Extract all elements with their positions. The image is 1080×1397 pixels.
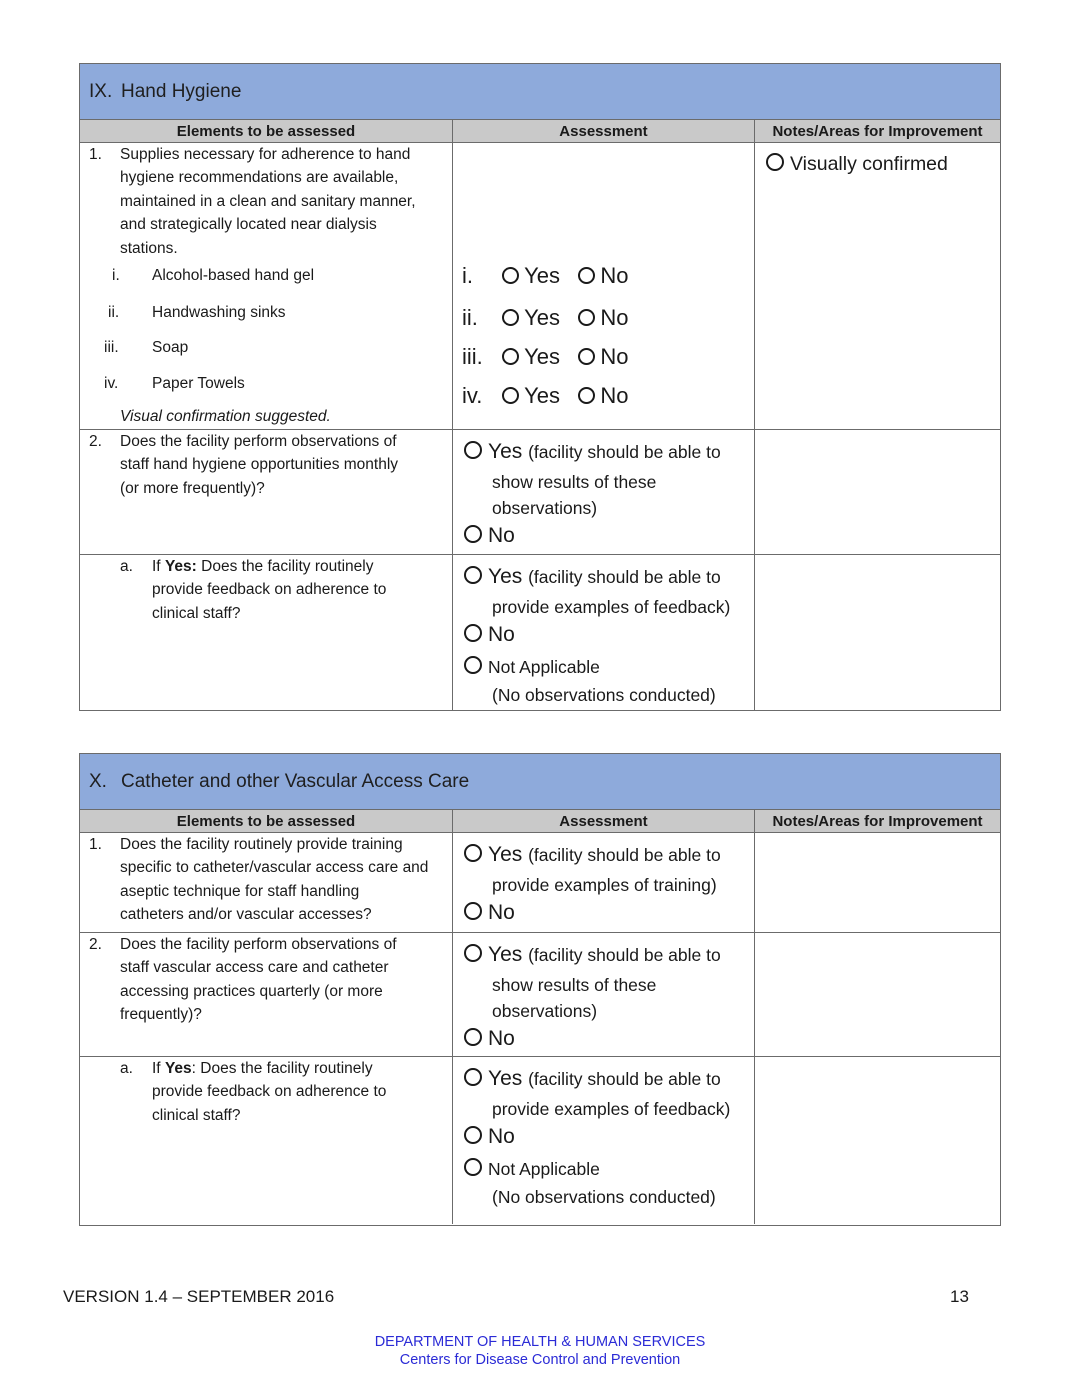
not-applicable-option: Not Applicable	[464, 1158, 600, 1180]
no-radio[interactable]	[578, 387, 595, 404]
yes-radio[interactable]	[464, 944, 482, 962]
not-applicable-radio[interactable]	[464, 656, 482, 674]
yes-radio[interactable]	[464, 844, 482, 862]
yes-radio[interactable]	[502, 387, 519, 404]
table-row: a. If Yes: Does the facility routinely provide feedback on adherence to clinical staff? Yes (facility should be able to provide examples of feedback) No Not Applicable (No observations conducted)	[80, 1057, 1000, 1224]
section-title: Hand Hygiene	[121, 80, 242, 102]
no-option: No	[464, 1125, 515, 1149]
not-applicable-option: Not Applicable	[464, 656, 600, 678]
yes-radio[interactable]	[464, 566, 482, 584]
section-10-table	[79, 753, 1001, 1226]
question-text: If Yes: Does the facility routinely provide feedback on adherence to clinical staff?	[152, 1060, 387, 1124]
item-label: Handwashing sinks	[152, 304, 286, 321]
section-number: X.	[89, 770, 107, 792]
col-assessment-header: Assessment	[453, 810, 755, 832]
section-9-table	[79, 63, 1001, 711]
item-roman: ii.	[108, 304, 120, 321]
visually-confirmed-radio[interactable]	[766, 153, 784, 171]
question-number: 1.	[89, 836, 102, 853]
item-label: Paper Towels	[152, 375, 245, 392]
visually-confirmed-option: Visually confirmed	[766, 153, 948, 176]
no-radio[interactable]	[464, 525, 482, 543]
table-row: a. If Yes: Does the facility routinely provide feedback on adherence to clinical staff? Yes (facility should be able to provide examples of feedback) No Not Applicable (No observations conducted)	[80, 555, 1000, 710]
yes-radio[interactable]	[464, 1068, 482, 1086]
section-number: IX.	[89, 80, 113, 102]
no-radio[interactable]	[578, 309, 595, 326]
yes-radio[interactable]	[464, 441, 482, 459]
question-number: 1.	[89, 146, 102, 163]
yes-option: Yes (facility should be able to	[464, 1067, 721, 1091]
item-label: Alcohol-based hand gel	[152, 267, 315, 284]
page-number: 13	[950, 1287, 969, 1306]
table-row: 2. Does the facility perform observations of staff hand hygiene opportunities monthly (or more frequently)? Yes (facility should be able to show results of these observations) No	[80, 430, 1000, 555]
notes-cell[interactable]	[755, 933, 1000, 1056]
yes-option: Yes (facility should be able to	[464, 440, 721, 464]
not-applicable-radio[interactable]	[464, 1158, 482, 1176]
question-text: Supplies necessary for adherence to hand hygiene recommendations are available, maintained in a clean and sanitary manner, and strategically located near dialysis stations.	[120, 146, 416, 257]
cdc-name: Centers for Disease Control and Prevention	[399, 1352, 681, 1368]
col-elements-header: Elements to be assessed	[80, 810, 453, 832]
question-text: If Yes: Does the facility routinely provide feedback on adherence to clinical staff?	[152, 558, 387, 622]
question-number: a.	[120, 1060, 133, 1077]
question-text: Does the facility perform observations of staff vascular access care and catheter accessing practices quarterly (or more frequently)?	[120, 936, 397, 1024]
visual-confirmation-note: Visual confirmation suggested.	[120, 408, 331, 425]
no-radio[interactable]	[464, 624, 482, 642]
notes-cell[interactable]	[755, 833, 1000, 932]
no-option: No	[464, 901, 515, 925]
question-number: 2.	[89, 936, 102, 953]
no-option: No	[464, 524, 515, 548]
col-notes-header: Notes/Areas for Improvement	[772, 812, 983, 830]
no-radio[interactable]	[578, 348, 595, 365]
no-option: No	[464, 1027, 515, 1051]
no-radio[interactable]	[464, 1126, 482, 1144]
no-radio[interactable]	[464, 1028, 482, 1046]
yes-option: Yes (facility should be able to	[464, 843, 721, 867]
no-radio[interactable]	[464, 902, 482, 920]
no-radio[interactable]	[578, 267, 595, 284]
yes-option: Yes (facility should be able to	[464, 943, 721, 967]
col-assessment-header: Assessment	[453, 120, 755, 142]
col-notes-header: Notes/Areas for Improvement	[772, 122, 983, 140]
question-text: Does the facility perform observations of staff hand hygiene opportunities monthly (or more frequently)?	[120, 433, 399, 497]
question-number: a.	[120, 558, 133, 575]
item-roman: iii.	[104, 339, 119, 356]
question-number: 2.	[89, 433, 102, 450]
department-name: DEPARTMENT OF HEALTH & HUMAN SERVICES	[374, 1334, 706, 1350]
notes-cell[interactable]	[755, 1057, 1000, 1224]
item-roman: i.	[112, 267, 120, 284]
section-10-heading	[80, 754, 1000, 810]
section-9-heading	[80, 64, 1000, 120]
yes-radio[interactable]	[502, 267, 519, 284]
yes-no-row-iv: iv. Yes No	[462, 383, 629, 408]
section-title: Catheter and other Vascular Access Care	[121, 770, 470, 792]
column-headers	[80, 120, 1000, 143]
yes-no-row-iii: iii. Yes No	[462, 344, 629, 369]
question-text: Does the facility routinely provide training specific to catheter/vascular access care and aseptic technique for staff handling catheters and/or vascular accesses?	[120, 836, 429, 924]
notes-cell[interactable]	[755, 430, 1000, 554]
table-row	[80, 143, 1000, 430]
version-label: VERSION 1.4 – SEPTEMBER 2016	[63, 1287, 335, 1306]
column-headers	[80, 810, 1000, 833]
no-option: No	[464, 623, 515, 647]
col-elements-header: Elements to be assessed	[80, 120, 453, 142]
table-row: 1. Does the facility routinely provide training specific to catheter/vascular access care and aseptic technique for staff handling catheters and/or vascular accesses? Yes (facility should be able to provide examples of training) No	[80, 833, 1000, 933]
table-row: 2. Does the facility perform observations of staff vascular access care and catheter accessing practices quarterly (or more frequently)? Yes (facility should be able to show results of these observations) No	[80, 933, 1000, 1057]
yes-radio[interactable]	[502, 309, 519, 326]
yes-radio[interactable]	[502, 348, 519, 365]
item-label: Soap	[152, 339, 189, 356]
notes-cell[interactable]	[755, 555, 1000, 710]
yes-option: Yes (facility should be able to	[464, 565, 721, 589]
item-roman: iv.	[104, 375, 119, 392]
yes-no-row-ii: ii. Yes No	[462, 305, 629, 330]
yes-no-row-i: i. Yes No	[462, 263, 629, 288]
